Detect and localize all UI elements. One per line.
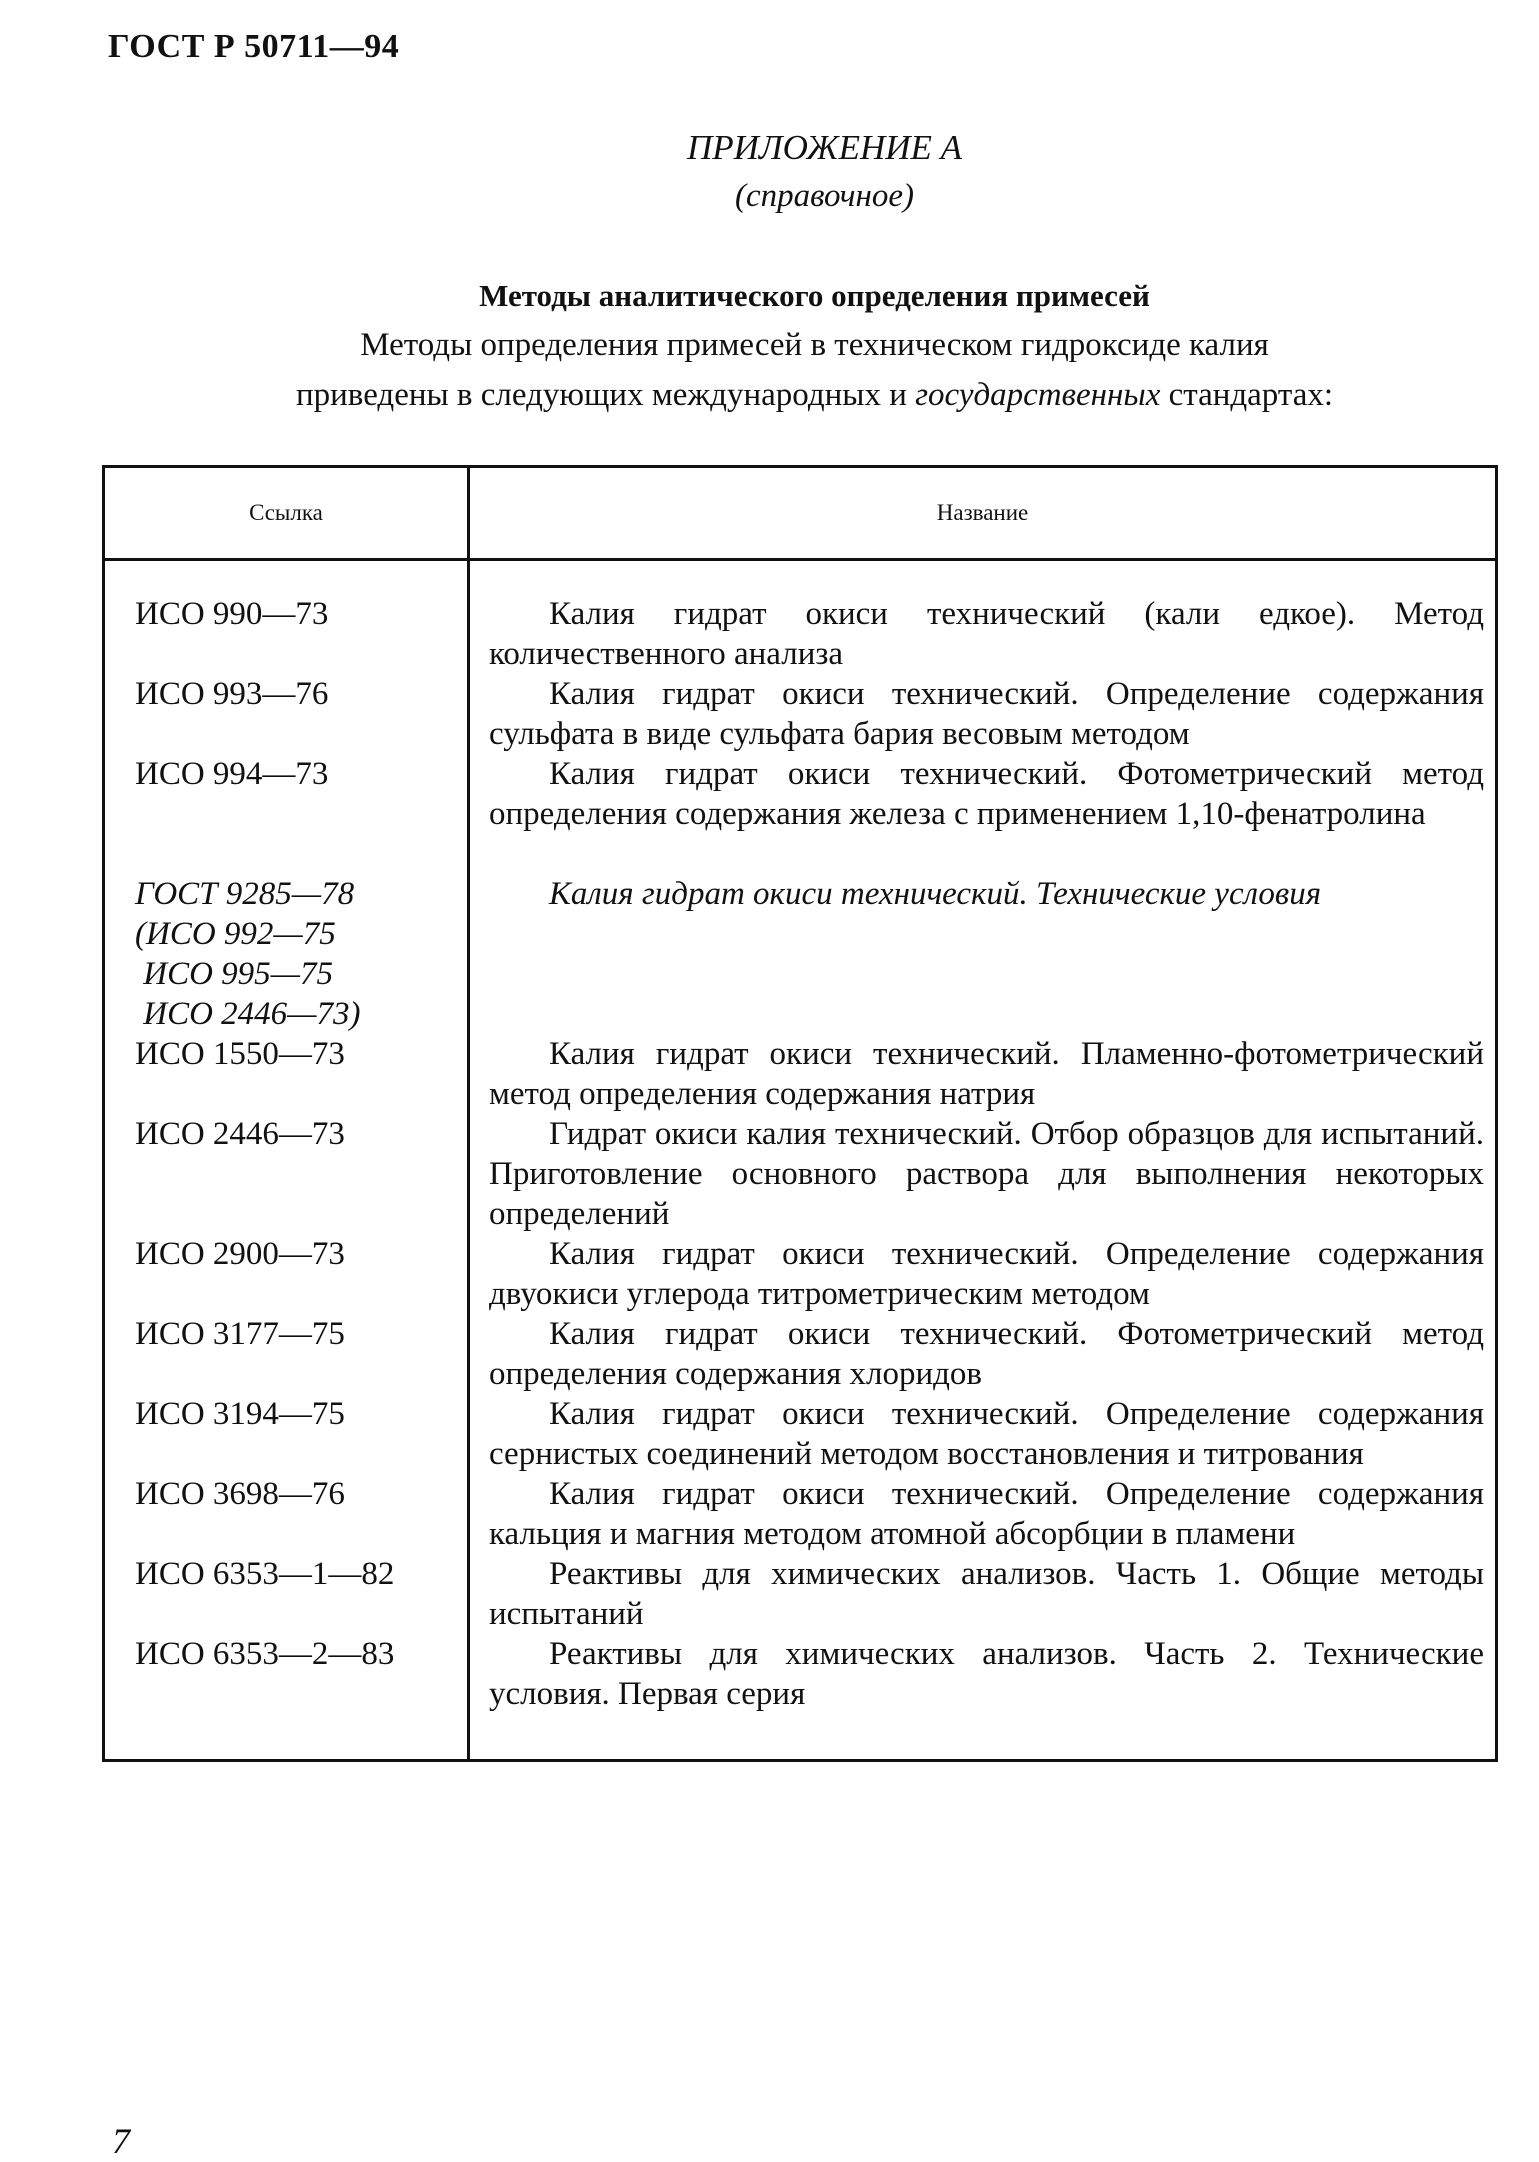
row-reference: ИСО 3177—75: [135, 1316, 345, 1352]
intro-line-2-end: стандартах:: [1160, 377, 1334, 413]
row-title: Реактивы для химических анализов. Часть 1. Общие методы испытаний: [489, 1556, 1484, 1632]
row-title: Калия гидрат окиси технический. Определение содержания кальция и магния методом атомной абсорбции в пламени: [489, 1476, 1484, 1552]
intro-line-2-start: приведены в следующих международных и: [295, 377, 916, 413]
row-reference: ИСО 994—73: [135, 756, 329, 792]
row-reference: ИСО 3194—75: [135, 1396, 345, 1432]
row-title: Калия гидрат окиси технический. Определение содержания сульфата в виде сульфата бария весовым методом: [489, 676, 1484, 752]
page-number: 7: [112, 2121, 130, 2161]
row-reference: ИСО 2900—73: [135, 1236, 345, 1272]
row-reference: ИСО 2446—73: [135, 1116, 345, 1152]
standards-table: [102, 465, 1498, 1762]
intro-line-1: Методы определения примесей в техническом гидроксиде калия: [360, 327, 1269, 363]
row-title: Калия гидрат окиси технический. Технические условия: [549, 876, 1322, 912]
document-code: ГОСТ Р 50711—94: [108, 28, 400, 65]
row-reference: ИСО 3698—76: [135, 1476, 345, 1512]
header-divider: [105, 558, 1495, 561]
column-header-reference: Ссылка: [249, 500, 323, 525]
row-reference: ИСО 1550—73: [135, 1036, 345, 1072]
row-title: Калия гидрат окиси технический. Определение содержания сернистых соединений методом восстановления и титрования: [489, 1396, 1484, 1472]
appendix-subtitle: (справочное): [735, 178, 914, 214]
row-title: Калия гидрат окиси технический. Пламенно-фотометрический метод определения содержания натрия: [489, 1036, 1484, 1112]
intro-line-2: [90, 370, 1539, 420]
row-reference: ИСО 990—73: [135, 596, 329, 632]
row-title: Калия гидрат окиси технический. Фотометрический метод определения содержания хлоридов: [489, 1316, 1484, 1392]
row-title: Калия гидрат окиси технический. Фотометрический метод определения содержания железа с применением 1,10-фенатролина: [489, 756, 1484, 832]
row-title: Калия гидрат окиси технический (кали едкое). Метод количественного анализа: [489, 596, 1484, 672]
row-reference: ИСО 6353—1—82: [135, 1556, 395, 1592]
appendix-title: ПРИЛОЖЕНИЕ А: [686, 128, 963, 167]
row-title: Калия гидрат окиси технический. Определение содержания двуокиси углерода титрометрическим методом: [489, 1236, 1484, 1312]
intro-line-2-italic: государственных: [915, 377, 1161, 413]
section-heading: Методы аналитического определения примесей: [479, 278, 1150, 313]
column-divider: [467, 468, 470, 1759]
row-title: Реактивы для химических анализов. Часть 2. Технические условия. Первая серия: [489, 1636, 1484, 1712]
row-title: Гидрат окиси калия технический. Отбор образцов для испытаний. Приготовление основного раствора для выполнения некоторых определений: [489, 1116, 1484, 1232]
row-reference: ИСО 993—76: [135, 676, 329, 712]
intro-text: [0, 320, 1539, 420]
row-reference: ГОСТ 9285—78 (ИСО 992—75 ИСО 995—75 ИСО 2446—73): [135, 876, 361, 1032]
column-header-title: Название: [936, 500, 1029, 525]
row-reference: ИСО 6353—2—83: [135, 1636, 395, 1672]
